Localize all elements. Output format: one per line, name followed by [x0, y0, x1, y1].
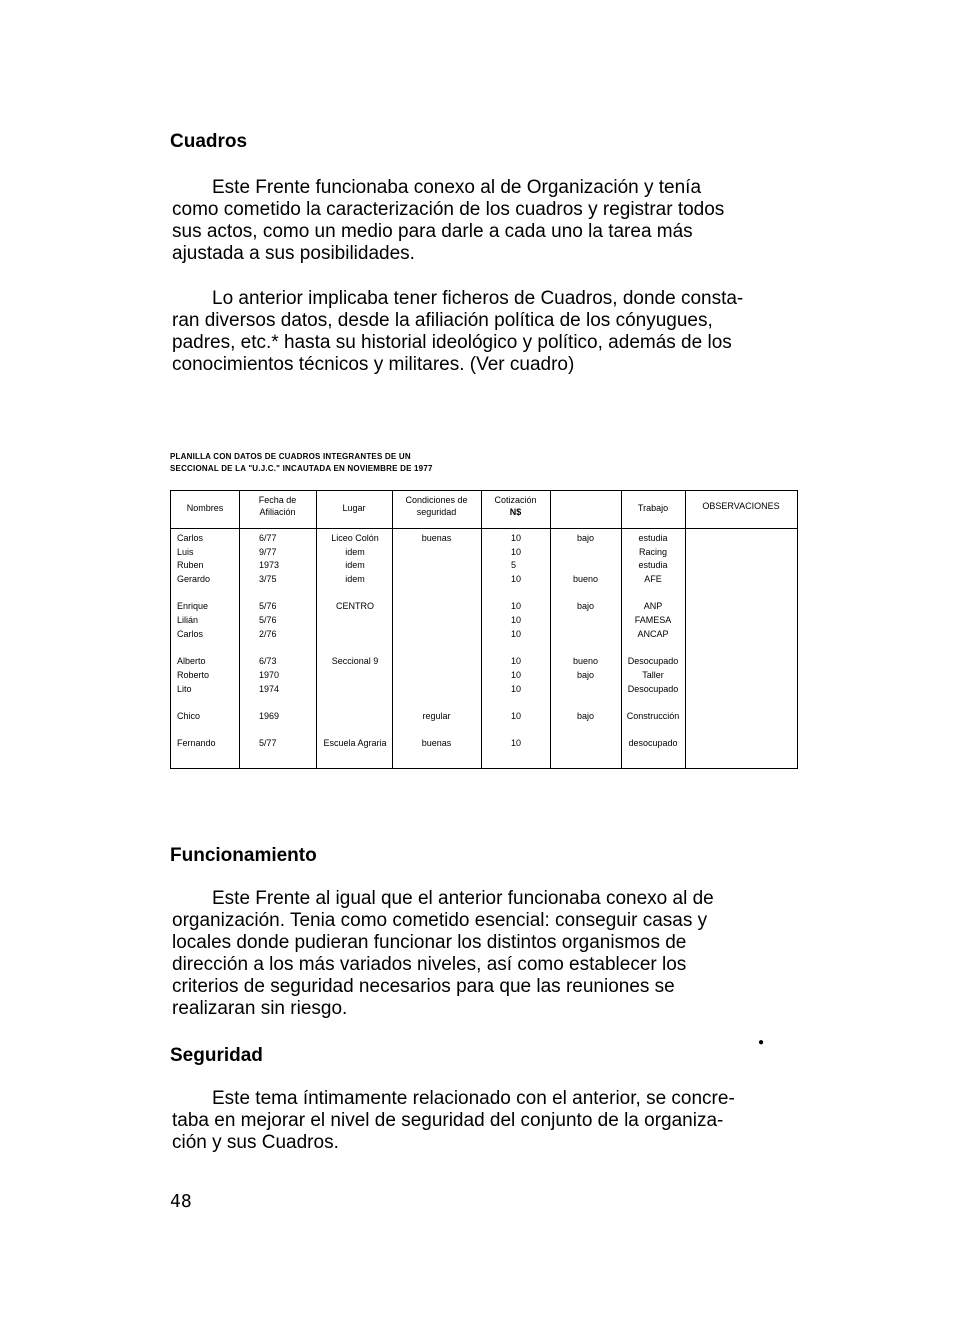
cell-cond: regular: [422, 711, 451, 721]
cell-lugar: Seccional 9: [331, 656, 379, 666]
table-column-divider: [685, 491, 686, 768]
text-line: criterios de seguridad necesarios para que las reuniones se: [172, 976, 675, 997]
cell-fecha: 5/76: [259, 601, 277, 611]
cell-nombre: Chico: [177, 711, 201, 721]
heading-cuadros: Cuadros: [170, 131, 248, 152]
header-condiciones-line1: Condiciones de: [405, 495, 468, 505]
cell-lugar: idem: [345, 574, 365, 584]
page-number: 48: [170, 1191, 192, 1212]
text-line: Este Frente funcionaba conexo al de Organización y tenía: [212, 177, 702, 198]
header-fecha: [239, 494, 316, 518]
cell-cot: 10: [511, 547, 522, 557]
cell-fecha: 1970: [259, 670, 280, 680]
paragraph-seguridad: [172, 1088, 792, 1154]
cell-nombre: Luis: [177, 547, 194, 557]
text-line: sus actos, como un medio para darle a cada uno la tarea más: [172, 221, 693, 242]
cell-lugar: idem: [345, 560, 365, 570]
table-column-divider: [481, 491, 482, 768]
cell-fecha: 3/75: [259, 574, 277, 584]
cell-nivel: bueno: [572, 574, 599, 584]
cell-trabajo: Construcción: [626, 711, 680, 721]
cell-trabajo: Taller: [642, 670, 664, 680]
paragraph-funcionamiento: [172, 888, 792, 1020]
text-line: taba en mejorar el nivel de seguridad del conjunto de la organiza-: [172, 1110, 724, 1131]
header-trabajo: Trabajo: [637, 503, 669, 513]
cell-lugar: Escuela Agraria: [323, 738, 387, 748]
text-line: realizaran sin riesgo.: [172, 998, 348, 1019]
table-column-divider: [239, 491, 240, 768]
cell-trabajo: estudia: [638, 560, 668, 570]
text-line: ajustada a sus posibilidades.: [172, 243, 415, 264]
cell-nombre: Enrique: [177, 601, 209, 611]
cell-cot: 10: [511, 533, 522, 543]
text-line: ción y sus Cuadros.: [172, 1132, 339, 1153]
cell-trabajo: Desocupado: [627, 684, 679, 694]
cell-fecha: 5/77: [259, 738, 277, 748]
cell-trabajo: FAMESA: [634, 615, 672, 625]
cell-nivel: bueno: [572, 656, 599, 666]
cell-cot: 5: [511, 560, 517, 570]
cell-lugar: idem: [345, 547, 365, 557]
caption-line: SECCIONAL DE LA "U.J.C." INCAUTADA EN NOVIEMBRE DE 1977: [170, 464, 433, 473]
paragraph-cuadros-2: [172, 288, 792, 376]
cell-nivel: bajo: [576, 670, 594, 680]
cell-fecha: 6/73: [259, 656, 277, 666]
cell-cot: 10: [511, 656, 522, 666]
cell-cot: 10: [511, 684, 522, 694]
paragraph-cuadros-1: [172, 177, 792, 265]
text-line: padres, etc.* hasta su historial ideológico y político, además de los: [172, 332, 732, 353]
cell-trabajo: Desocupado: [627, 656, 679, 666]
cell-fecha: 1973: [259, 560, 280, 570]
text-line: Lo anterior implicaba tener ficheros de Cuadros, donde consta-: [212, 288, 744, 309]
cell-fecha: 9/77: [259, 547, 277, 557]
text-line: organización. Tenia como cometido esencial: conseguir casas y: [172, 910, 708, 931]
header-lugar: Lugar: [342, 503, 366, 513]
header-fecha-line2: Afiliación: [259, 507, 296, 517]
cell-cot: 10: [511, 601, 522, 611]
cell-trabajo: ANCAP: [637, 629, 669, 639]
heading-seguridad: Seguridad: [170, 1045, 263, 1066]
cell-lugar: Liceo Colón: [331, 533, 379, 543]
cell-cot: 10: [511, 670, 522, 680]
text-line: locales donde pudieran funcionar los distintos organismos de: [172, 932, 687, 953]
table-caption: [170, 451, 433, 475]
cell-cond: buenas: [421, 738, 452, 748]
cell-cot: 10: [511, 615, 522, 625]
cell-nombre: Roberto: [177, 670, 210, 680]
cell-trabajo: AFE: [644, 574, 662, 584]
cell-cot: 10: [511, 711, 522, 721]
cell-nombre: Gerardo: [177, 574, 211, 584]
cell-nombre: Alberto: [177, 656, 206, 666]
table-column-divider: [316, 491, 317, 768]
cell-fecha: 5/76: [259, 615, 277, 625]
cell-fecha: 6/77: [259, 533, 277, 543]
stray-ink-mark: ●: [758, 1037, 765, 1048]
cell-cot: 10: [511, 629, 522, 639]
header-condiciones-line2: seguridad: [416, 507, 457, 517]
text-line: Este Frente al igual que el anterior funcionaba conexo al de: [212, 888, 714, 909]
caption-line: PLANILLA CON DATOS DE CUADROS INTEGRANTES DE UN: [170, 452, 411, 461]
header-condiciones: [392, 494, 481, 518]
cell-trabajo: estudia: [638, 533, 668, 543]
text-line: como cometido la caracterización de los cuadros y registrar todos: [172, 199, 725, 220]
text-line: conocimientos técnicos y militares. (Ver cuadro): [172, 354, 575, 375]
text-line: dirección a los más variados niveles, así como establecer los: [172, 954, 687, 975]
cell-cot: 10: [511, 574, 522, 584]
cell-nombre: Carlos: [177, 629, 204, 639]
cell-nivel: bajo: [576, 601, 594, 611]
header-cotizacion-line1: Cotización: [494, 495, 537, 505]
header-nombres: Nombres: [186, 503, 224, 513]
text-line: Este tema íntimamente relacionado con el anterior, se concre-: [212, 1088, 735, 1109]
text-line: ran diversos datos, desde la afiliación política de los cónyugues,: [172, 310, 713, 331]
cell-nombre: Ruben: [177, 560, 204, 570]
cell-trabajo: Racing: [638, 547, 667, 557]
cell-nombre: Lilián: [177, 615, 199, 625]
cadres-table: [170, 490, 798, 769]
cell-lugar: CENTRO: [336, 601, 374, 611]
header-cotizacion: [481, 494, 550, 518]
cell-fecha: 2/76: [259, 629, 277, 639]
heading-funcionamiento: Funcionamiento: [170, 845, 317, 866]
cell-nivel: bajo: [576, 711, 594, 721]
header-rule: [171, 528, 797, 529]
cell-trabajo: desocupado: [628, 738, 678, 748]
cell-cond: buenas: [421, 533, 452, 543]
cell-fecha: 1969: [259, 711, 280, 721]
header-fecha-line1: Fecha de: [258, 495, 297, 505]
header-observaciones: OBSERVACIONES: [702, 501, 780, 511]
cell-fecha: 1974: [259, 684, 280, 694]
cell-nombre: Lito: [177, 684, 192, 694]
header-cotizacion-line2: N$: [509, 507, 522, 517]
cell-trabajo: ANP: [643, 601, 663, 611]
cell-nivel: bajo: [576, 533, 594, 543]
cell-cot: 10: [511, 738, 522, 748]
cell-nombre: Carlos: [177, 533, 204, 543]
cell-nombre: Fernando: [177, 738, 216, 748]
